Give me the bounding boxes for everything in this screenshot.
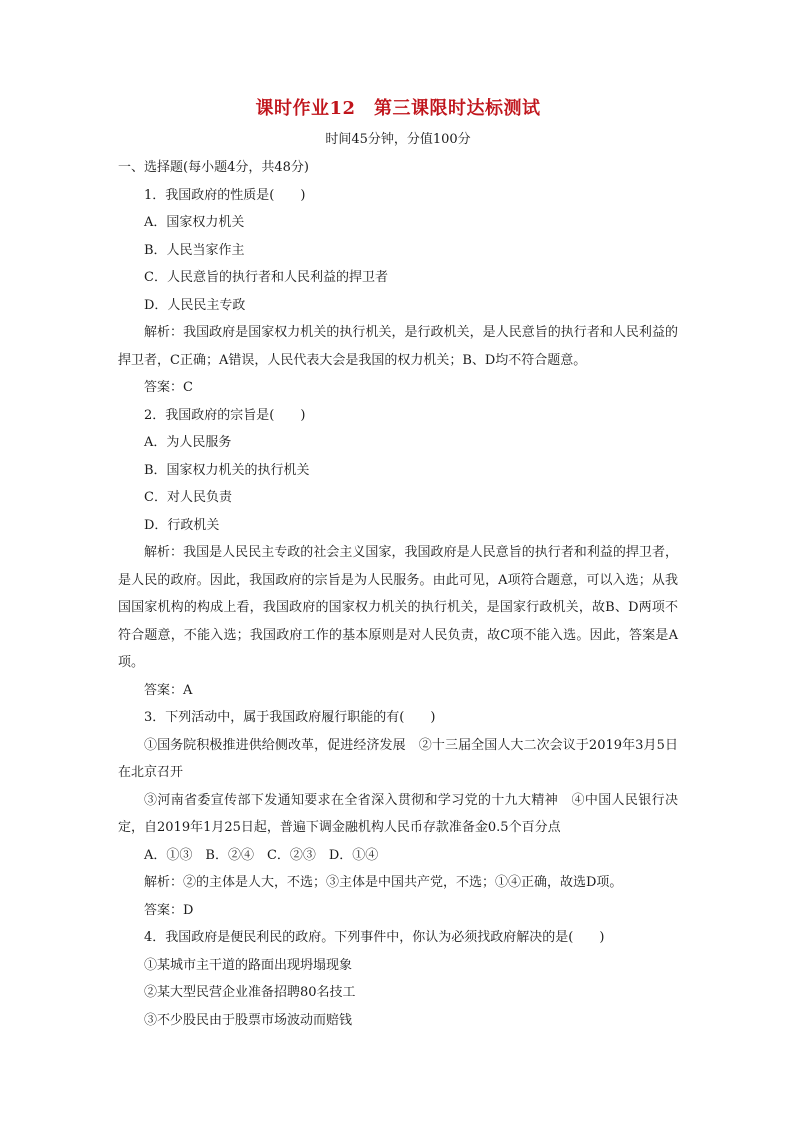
question-3-answer: 答案：D	[144, 902, 194, 918]
question-4-item-2: ②某大型民营企业准备招聘80名技工	[144, 985, 356, 1000]
document-body	[118, 96, 678, 1034]
question-1-option-b: B．人民当家作主	[144, 242, 245, 258]
time-score-note: 时间45分钟，分值100分	[325, 132, 471, 147]
question-2-analysis: 解析：我国是人民民主专政的社会主义国家，我国政府是人民意旨的执行者和利益的捍卫者，是人民的政府。因此，我国政府的宗旨是为人民服务。由此可见，A项符合题意，可以入选；从我国国家机构的构成上看，我国政府的国家权力机关的执行机关，是国家行政机关，故B、D两项不符合题意，不能入选；我国政府工作的基本原则是对人民负责，故C项不能入选。因此，答案是A项。	[118, 545, 678, 670]
question-3-stem: 3．下列活动中，属于我国政府履行职能的有( )	[144, 710, 436, 725]
question-2-option-a: A．为人民服务	[144, 435, 232, 450]
question-1-stem: 1．我国政府的性质是( )	[144, 187, 306, 203]
question-4-stem: 4．我国政府是便民利民的政府。下列事件中，你认为必须找政府解决的是( )	[144, 930, 605, 945]
question-2-answer: 答案：A	[144, 682, 193, 698]
question-4-item-3: ③不少股民由于股票市场波动而赔钱	[144, 1012, 353, 1028]
question-2-stem: 2．我国政府的宗旨是( )	[144, 407, 306, 423]
question-3-analysis: 解析：②的主体是人大，不选；③主体是中国共产党，不选；①④正确，故选D项。	[144, 875, 623, 890]
question-3-options: A．①③ B．②④ C．②③ D．①④	[144, 847, 379, 863]
question-1-answer: 答案：C	[144, 380, 193, 395]
question-3-items-3-4: ③河南省委宣传部下发通知要求在全省深入贯彻和学习党的十九大精神 ④中国人民银行决定，自2019年1月25日起，普遍下调金融机构人民币存款准备金0.5个百分点	[118, 792, 678, 835]
question-1-option-a: A．国家权力机关	[144, 215, 245, 230]
question-2-option-d: D．行政机关	[144, 517, 220, 533]
question-1-analysis: 解析：我国政府是国家权力机关的执行机关，是行政机关，是人民意旨的执行者和人民利益的捍卫者，C正确；A错误，人民代表大会是我国的权力机关；B、D均不符合题意。	[118, 325, 678, 368]
question-1-option-c: C．人民意旨的执行者和人民利益的捍卫者	[144, 270, 388, 285]
question-2-option-b: B．国家权力机关的执行机关	[144, 462, 310, 478]
question-4-item-1: ①某城市主干道的路面出现坍塌现象	[144, 957, 353, 973]
question-2-option-c: C．对人民负责	[144, 490, 232, 505]
page-title: 课时作业12 第三课限时达标测试	[255, 98, 541, 119]
section-heading: 一、选择题(每小题4分，共48分)	[118, 160, 309, 175]
question-3-items-1-2: ①国务院积极推进供给侧改革，促进经济发展 ②十三届全国人大二次会议于2019年3月5日在北京召开	[118, 737, 678, 780]
question-1-option-d: D．人民民主专政	[144, 297, 246, 313]
